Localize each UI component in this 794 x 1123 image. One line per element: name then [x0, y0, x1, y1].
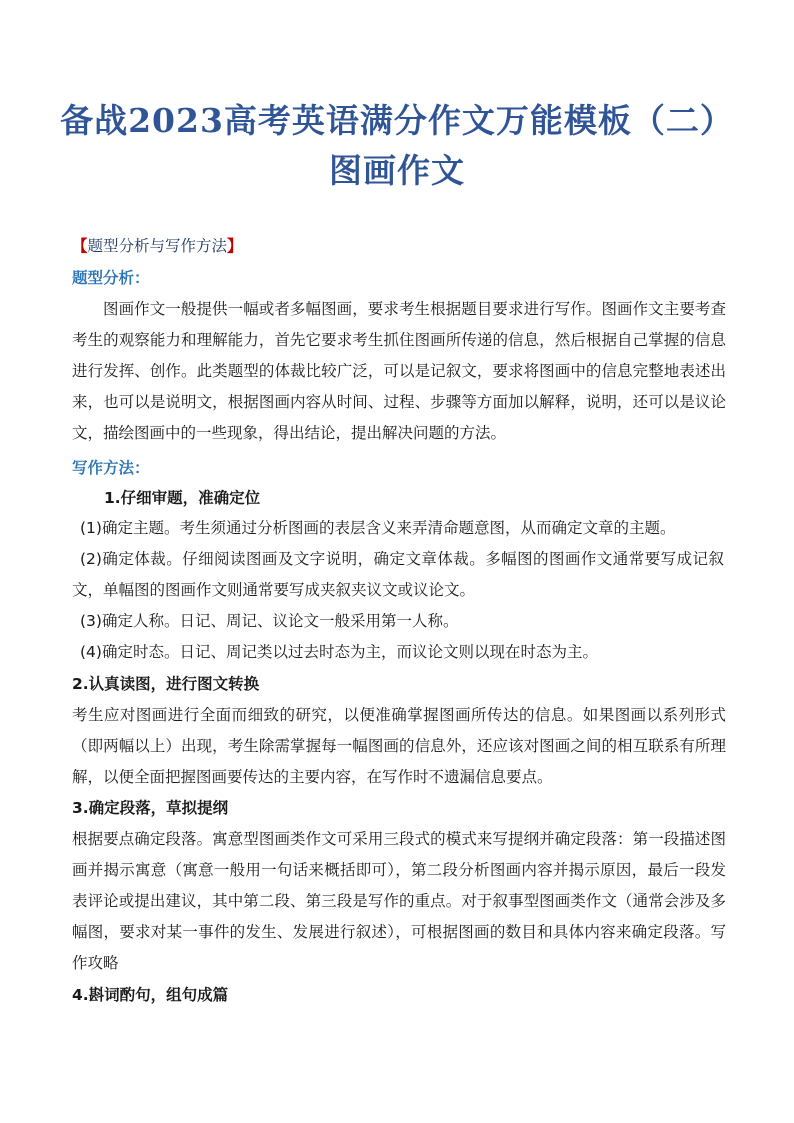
section-heading	[72, 234, 243, 256]
step3-paragraph: 根据要点确定段落。寓意型图画类作文可采用三段式的模式来写提纲并确定段落：第一段描述图画并揭示寓意（寓意一般用一句话来概括即可），第二段分析图画内容并揭示原因，最后一段发表评论或提出建议，其中第二段、第三段是写作的重点。对于叙事型图画类作文（通常会涉及多幅图，要求对某一事件的发生、发展进行叙述），可根据图画的数目和具体内容来确定段落。写作攻略	[72, 830, 726, 972]
step1-item-3: (3)确定人称。日记、周记、议论文一般采用第一人称。	[80, 612, 459, 630]
step1-item-4: (4)确定时态。日记、周记类以过去时态为主，而议论文则以现在时态为主。	[80, 643, 598, 661]
analysis-paragraph: 图画作文一般提供一幅或者多幅图画，要求考生根据题目要求进行写作。图画作文主要考查考生的观察能力和理解能力，首先它要求考生抓住图画所传递的信息，然后根据自己掌握的信息进行发挥、创作。此类题型的体裁比较广泛，可以是记叙文，要求将图画中的信息完整地表述出来，也可以是说明文，根据图画内容从时间、过程、步骤等方面加以解释，说明，还可以是议论文，描绘图画中的一些现象，得出结论，提出解决问题的方法。	[72, 300, 726, 442]
document-title: 备战2023高考英语满分作文万能模板（二）	[60, 101, 734, 140]
step1-item-1: (1)确定主题。考生须通过分析图画的表层含义来弄清命题意图，从而确定文章的主题。	[80, 519, 676, 537]
step1-title: 1.仔细审题，准确定位	[104, 489, 261, 507]
analysis-heading: 题型分析：	[72, 269, 150, 287]
section-close-bracket: 】	[227, 237, 243, 255]
step2-title: 2.认真读图，进行图文转换	[72, 675, 260, 693]
document-subtitle: 图画作文	[329, 151, 465, 190]
step1-item-2: (2)确定体裁。仔细阅读图画及文字说明，确定文章体裁。多幅图的图画作文通常要写成记叙文，单幅图的图画作文则通常要写成夹叙夹议文或议论文。	[72, 550, 724, 599]
section-label: 题型分析与写作方法	[87, 237, 228, 255]
section-open-bracket: 【	[72, 237, 88, 255]
step4-title: 4.斟词酌句，组句成篇	[72, 986, 229, 1004]
step3-title: 3.确定段落，草拟提纲	[72, 799, 229, 817]
method-heading: 写作方法：	[72, 459, 150, 477]
step2-paragraph: 考生应对图画进行全面而细致的研究，以便准确掌握图画所传达的信息。如果图画以系列形式（即两幅以上）出现，考生除需掌握每一幅图画的信息外，还应该对图画之间的相互联系有所理解，以便全面把握图画要传达的主要内容，在写作时不遗漏信息要点。	[72, 706, 726, 786]
